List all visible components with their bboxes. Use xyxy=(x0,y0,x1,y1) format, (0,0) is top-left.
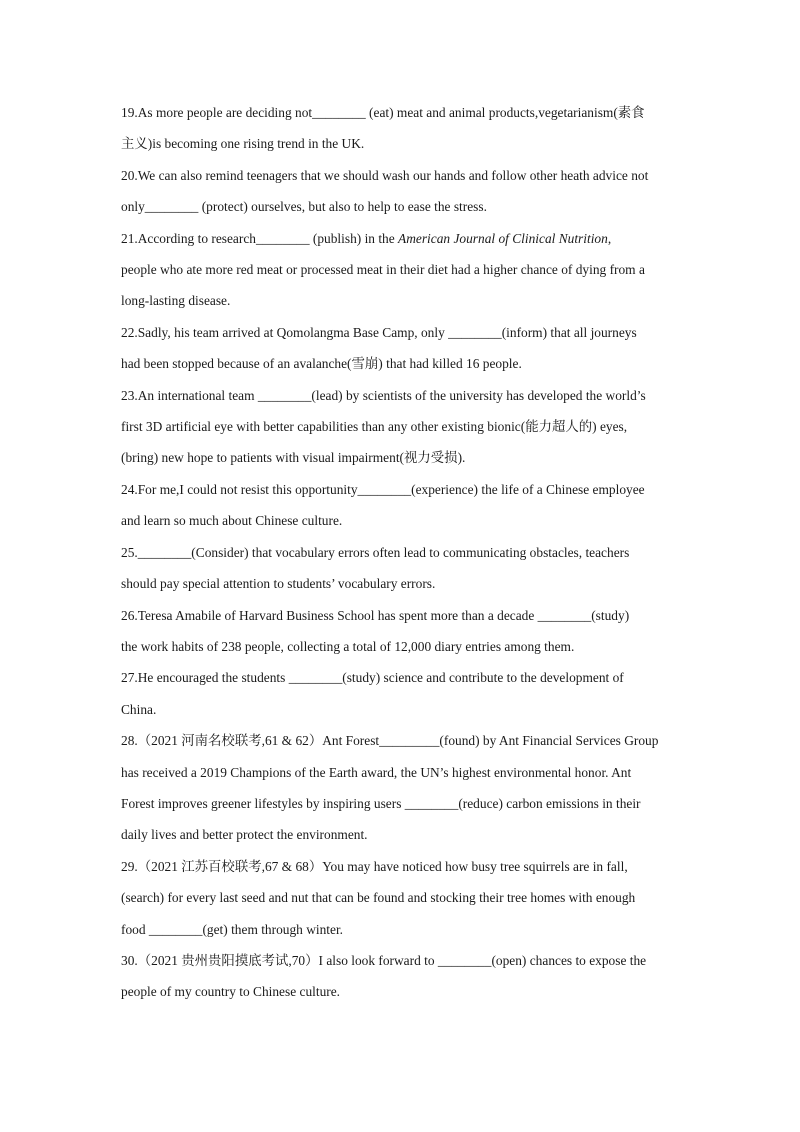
question-text: China. xyxy=(121,701,157,717)
question-text: 19.As more people are deciding not________ (eat) meat and animal products,vegetarianism(素食 xyxy=(121,105,645,120)
question-text: (search) for every last seed and nut that can be found and stocking their tree homes with enough xyxy=(121,890,636,906)
question-text: Forest improves greener lifestyles by inspiring users ________(reduce) carbon emissions in their xyxy=(121,795,641,811)
question-line xyxy=(121,976,679,1007)
question-text: the work habits of 238 people, collecting a total of 12,000 diary entries among them. xyxy=(121,638,575,654)
question-text: (bring) new hope to patients with visual impairment(视力受损). xyxy=(121,450,466,466)
question-line xyxy=(121,788,679,819)
question-q24 xyxy=(121,474,679,537)
question-line xyxy=(121,254,679,285)
question-text: 30.（2021 贵州贵阳摸底考试,70）I also look forward to ________(open) chances to expose the xyxy=(121,952,647,968)
question-text: 20.We can also remind teenagers that we should wash our hands and follow other heath advice not xyxy=(121,167,649,183)
question-text: 24.For me,I could not resist this opportunity________(experience) the life of a Chinese employee xyxy=(121,481,645,497)
question-text: has received a 2019 Champions of the Earth award, the UN’s highest environmental honor. Ant xyxy=(121,764,632,780)
question-line xyxy=(121,914,679,945)
question-line xyxy=(121,694,679,725)
question-text: food ________(get) them through winter. xyxy=(121,921,344,937)
question-q25 xyxy=(121,537,679,600)
question-text: daily lives and better protect the environment. xyxy=(121,827,368,843)
question-line xyxy=(121,442,679,473)
question-text: people who ate more red meat or processed meat in their diet had a higher chance of dying from a xyxy=(121,262,645,278)
question-text: 25.________(Consider) that vocabulary errors often lead to communicating obstacles, teachers xyxy=(121,544,630,560)
question-line xyxy=(121,348,679,379)
question-line xyxy=(121,662,679,693)
question-text: and learn so much about Chinese culture. xyxy=(121,513,343,529)
question-q28 xyxy=(121,725,679,851)
question-line xyxy=(121,160,679,191)
question-list xyxy=(121,97,679,1008)
question-text: 29.（2021 江苏百校联考,67 & 68）You may have noticed how busy tree squirrels are in fall, xyxy=(121,858,628,874)
question-text: only________ (protect) ourselves, but also to help to ease the stress. xyxy=(121,199,487,215)
question-text: 22.Sadly, his team arrived at Qomolangma Base Camp, only ________(inform) that all journeys xyxy=(121,324,637,340)
question-line xyxy=(121,631,679,662)
question-line xyxy=(121,191,679,222)
question-text: 主义)is becoming one rising trend in the UK. xyxy=(121,136,365,152)
question-line xyxy=(121,757,679,788)
question-line xyxy=(121,819,679,850)
question-q21 xyxy=(121,223,679,317)
question-line xyxy=(121,945,679,976)
question-text: 23.An international team ________(lead) by scientists of the university has developed the world’s xyxy=(121,387,646,403)
question-q29 xyxy=(121,851,679,945)
question-q19 xyxy=(121,97,679,160)
question-q23 xyxy=(121,380,679,474)
question-q27 xyxy=(121,662,679,725)
question-line xyxy=(121,725,679,756)
question-q26 xyxy=(121,600,679,663)
question-line xyxy=(121,568,679,599)
question-line xyxy=(121,537,679,568)
question-line xyxy=(121,128,679,159)
question-q22 xyxy=(121,317,679,380)
question-text: people of my country to Chinese culture. xyxy=(121,984,341,1000)
question-text: 28.（2021 河南名校联考,61 & 62）Ant Forest_________(found) by Ant Financial Services Group xyxy=(121,733,659,749)
question-text: 21.According to research________ (publish) in the xyxy=(121,230,399,246)
question-line xyxy=(121,505,679,536)
question-text: 27.He encouraged the students ________(study) science and contribute to the development of xyxy=(121,670,624,686)
question-text: had been stopped because of an avalanche(雪崩) that had killed 16 people. xyxy=(121,356,522,372)
question-line xyxy=(121,317,679,348)
question-text: first 3D artificial eye with better capabilities than any other existing bionic(能力超人的) eyes, xyxy=(121,419,628,435)
question-line xyxy=(121,97,679,128)
question-line xyxy=(121,285,679,316)
question-text: 26.Teresa Amabile of Harvard Business School has spent more than a decade ________(study) xyxy=(121,607,630,623)
question-line xyxy=(121,851,679,882)
question-line xyxy=(121,223,679,254)
question-text: , xyxy=(607,230,612,246)
question-text: should pay special attention to students’ vocabulary errors. xyxy=(121,576,436,592)
question-q20 xyxy=(121,160,679,223)
question-line xyxy=(121,474,679,505)
question-line xyxy=(121,882,679,913)
journal-title: American Journal of Clinical Nutrition xyxy=(398,230,608,246)
question-line xyxy=(121,380,679,411)
question-text: long-lasting disease. xyxy=(121,293,231,309)
question-line xyxy=(121,411,679,442)
question-q30 xyxy=(121,945,679,1008)
question-line xyxy=(121,600,679,631)
